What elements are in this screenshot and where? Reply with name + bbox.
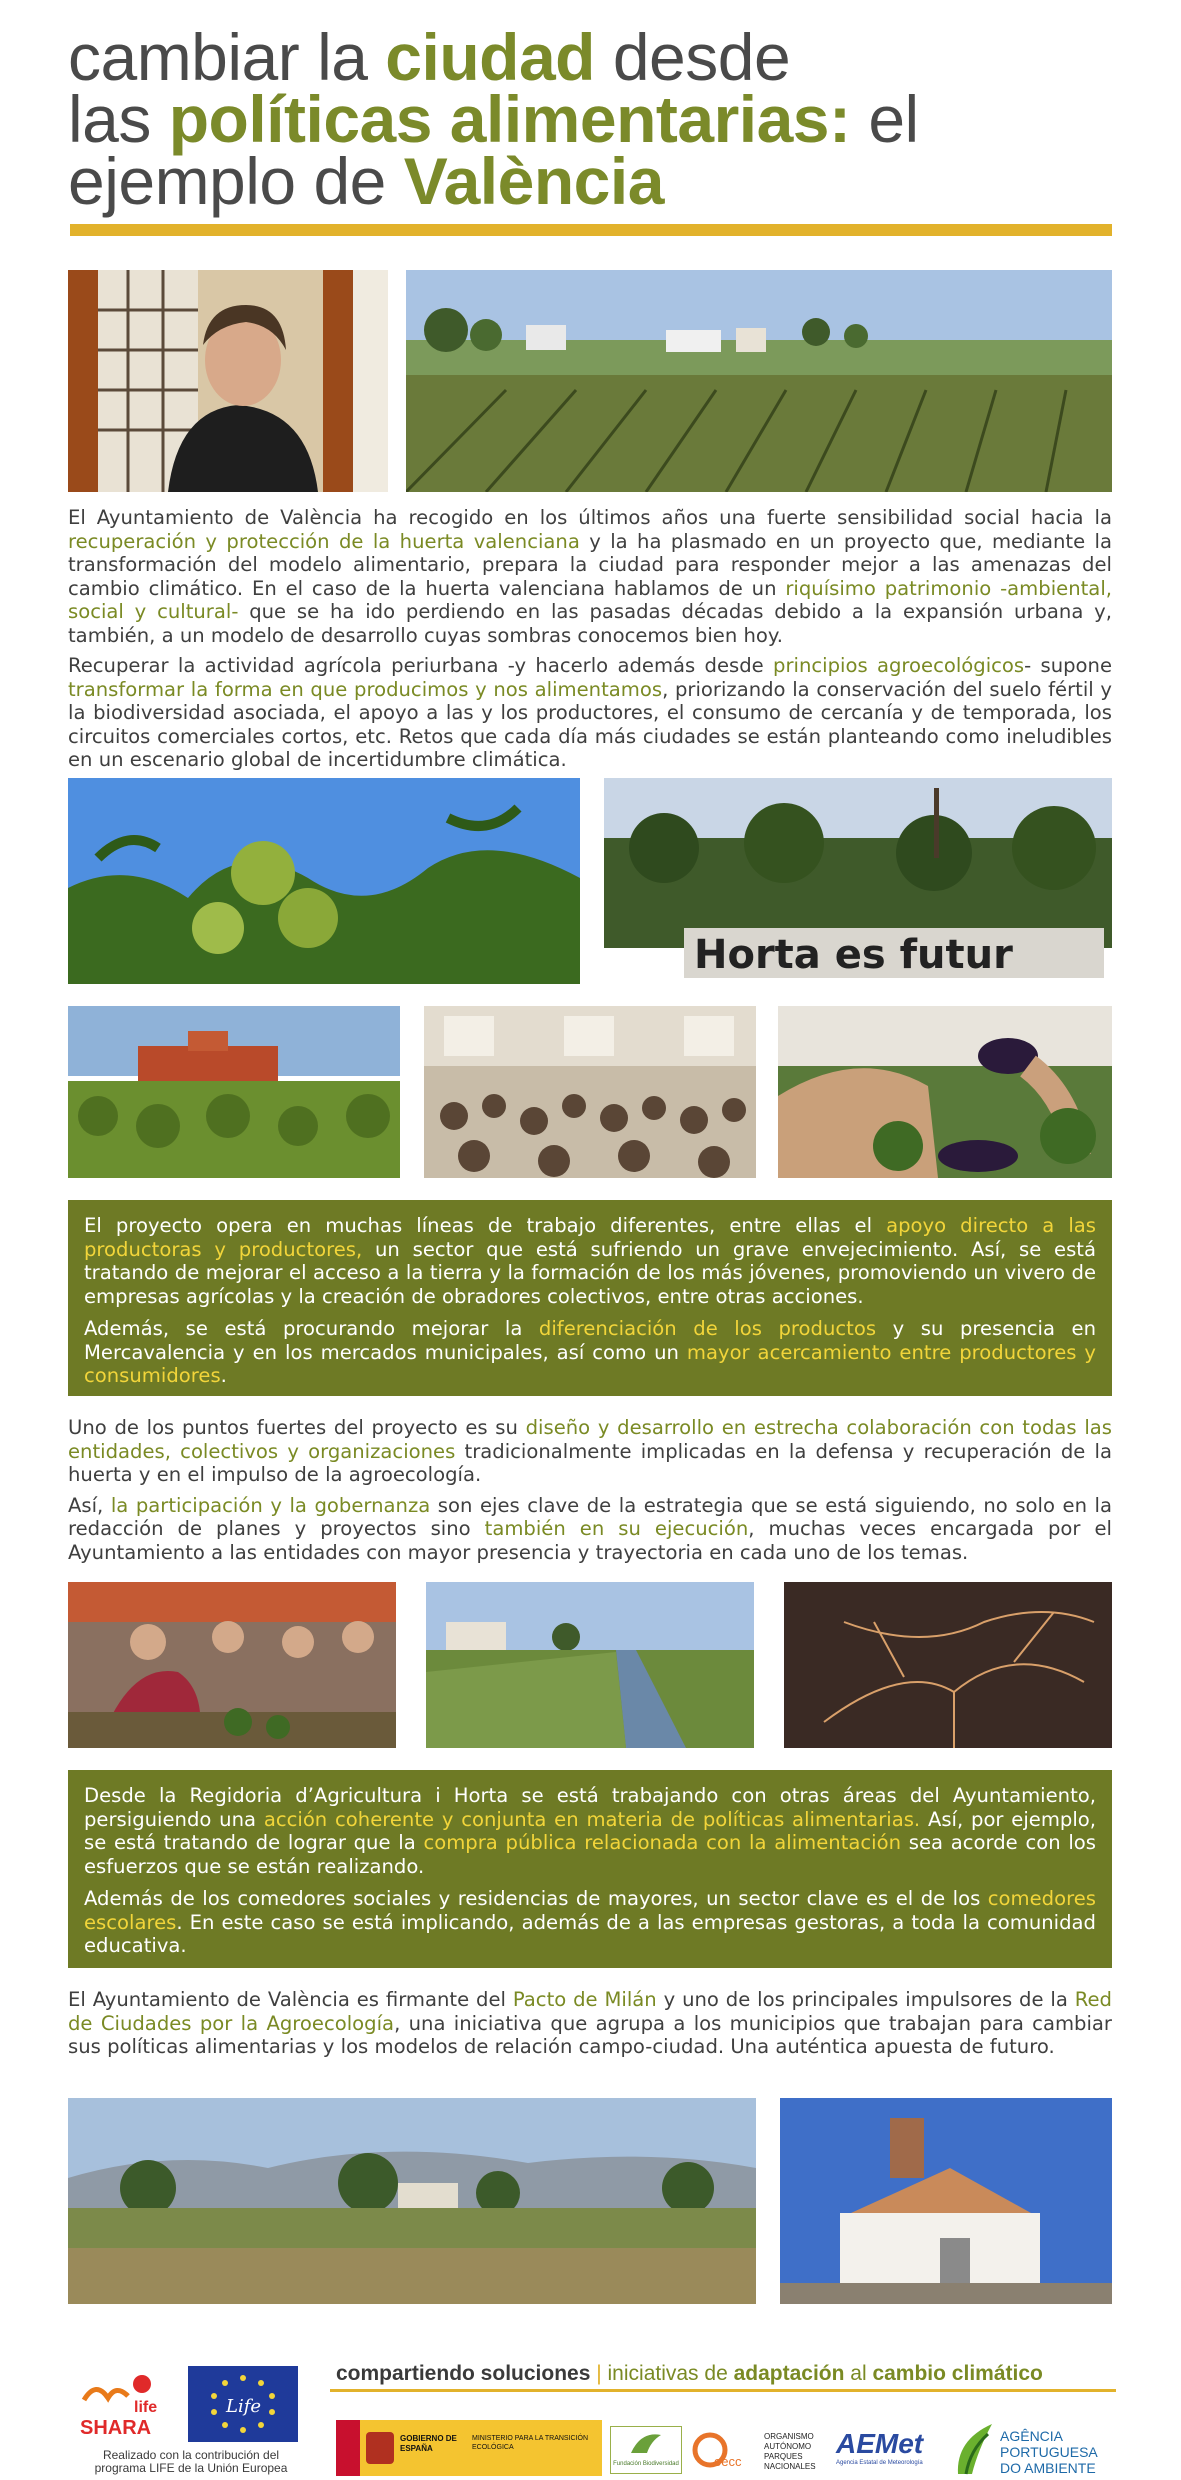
svg-text:SHARA: SHARA	[80, 2417, 152, 2439]
svg-text:oecc: oecc	[714, 2454, 742, 2469]
coat-of-arms-icon	[366, 2432, 394, 2464]
page-title: cambiar la ciudad desde las políticas alimentarias: el ejemplo de València	[68, 20, 919, 218]
oecc-logo	[690, 2430, 754, 2470]
photo-oranges	[68, 778, 580, 984]
footer-tagline: compartiendo soluciones | iniciativas de adaptación al cambio climático	[336, 2362, 1043, 2385]
intro-text: El Ayuntamiento de València ha recogido en los últimos años una fuerte sensibilidad social hacia la recuperación y protección de la huerta valenciana y la ha plasmado en un proyecto que, mediante la transformación del modelo alimentario, prepara la ciudad para responder mejor a las amenazas del cambio climático. En el caso de la huerta valenciana hablamos de un riquísimo patrimonio -ambiental, social y cultural- que se ha ido perdiendo en las pasadas décadas debido a la expansión urbana y, también, a un modelo de desarrollo cuyas sombras conocemos bien hoy. Recuperar la actividad agrícola periurbana -y hacerlo además desde principios agroecológicos- supone transformar la forma en que producimos y nos alimentamos, priorizando la conservación del suelo fértil y la biodiversidad asociada, el apoyo a las y los productores, el consumo de cercanía y de temporada, los circuitos comerciales cortos, etc. Retos que cada día más ciudades se están planteando como ineludibles en un escenario global de incertidumbre climática.	[68, 506, 1113, 771]
photo-eggplants	[778, 1006, 1112, 1178]
photo-huerta-field	[406, 270, 1112, 492]
svg-text:Life: Life	[226, 2396, 262, 2417]
photo-white-chapel	[780, 2098, 1112, 2304]
photo-horta-es-futur-sign	[604, 778, 1112, 984]
photo-market-stall	[68, 1582, 396, 1748]
photo-chalkboard	[784, 1582, 1112, 1748]
photo-portrait	[68, 270, 388, 492]
life-contribution-note: Realizado con la contribución del programa LIFE de la Unión Europea	[94, 2448, 288, 2475]
parques-nacionales-logo: ORGANISMO AUTÓNOMO PARQUES NACIONALES	[764, 2432, 816, 2471]
fundacion-biodiversidad-logo: Fundación Biodiversidad	[610, 2426, 682, 2474]
gobierno-espana-logo: GOBIERNO DE ESPAÑA MINISTERIO PARA LA TRANSICIÓN ECOLÓGICA	[336, 2420, 602, 2476]
eu-life-logo	[188, 2366, 298, 2442]
svg-text:Horta es futur: Horta es futur	[694, 932, 1013, 978]
apa-logo-text: AGÊNCIA PORTUGUESA DO AMBIENTE	[1000, 2428, 1097, 2476]
footer-divider	[330, 2389, 1116, 2392]
photo-irrigation-channel	[426, 1582, 754, 1748]
title-underline	[70, 224, 1112, 236]
highlight-box-public-procurement: Desde la Regidoria d’Agricultura i Horta se está trabajando con otras áreas del Ayuntamiento, persiguiendo una acción coherente y conjunta en materia de políticas alimentarias. Así, por ejemplo, se está tratando de lograr que la compra pública relacionada con la alimentación sea acorde con los esfuerzos que se están realizando. Además de los comedores sociales y residencias de mayores, un sector clave es el de los comedores escolares. En este caso se está implicando, además de a las empresas gestoras, a toda la comunidad educativa.	[68, 1770, 1112, 1968]
photo-market-crowd	[424, 1006, 756, 1178]
apa-leaf-icon	[948, 2420, 998, 2476]
aemet-logo: AEMet Agencia Estatal de Meteorología	[836, 2428, 924, 2466]
closing-text: El Ayuntamiento de València es firmante del Pacto de Milán y uno de los principales impulsores de la Red de Ciudades por la Agroecología, una iniciativa que agrupa a los municipios que trabajan para cambiar sus políticas alimentarias y los modelos de relación campo-ciudad. Una auténtica apuesta de futuro.	[68, 1988, 1112, 2058]
highlight-box-producers: El proyecto opera en muchas líneas de trabajo diferentes, entre ellas el apoyo directo a las productoras y productores, un sector que está sufriendo un grave envejecimiento. Así, se está tratando de mejorar el acceso a la tierra y la formación de los más jóvenes, promoviendo un vivero de empresas agrícolas y la creación de obradores colectivos, entre otras acciones. Además, se está procurando mejorar la diferenciación de los productos y su presencia en Mercavalencia y en los mercados municipales, así como un mayor acercamiento entre productores y consumidores.	[68, 1200, 1112, 1396]
life-shara-logo	[76, 2370, 172, 2440]
participation-text: Uno de los puntos fuertes del proyecto es su diseño y desarrollo en estrecha colaboración con todas las entidades, colectivos y organizaciones tradicionalmente implicadas en la defensa y recuperación de la huerta y en el impulso de la agroecología. Así, la participación y la gobernanza son ejes clave de la estrategia que se está siguiendo, no solo en la redacción de planes y proyectos sino también en su ejecución, muchas veces encargada por el Ayuntamiento a las entidades con mayor presencia y trayectoria en cada uno de los temas.	[68, 1416, 1112, 1564]
svg-text:life: life	[134, 2399, 158, 2416]
photo-huerta-landscape	[68, 2098, 756, 2304]
photo-orchard-building	[68, 1006, 400, 1178]
